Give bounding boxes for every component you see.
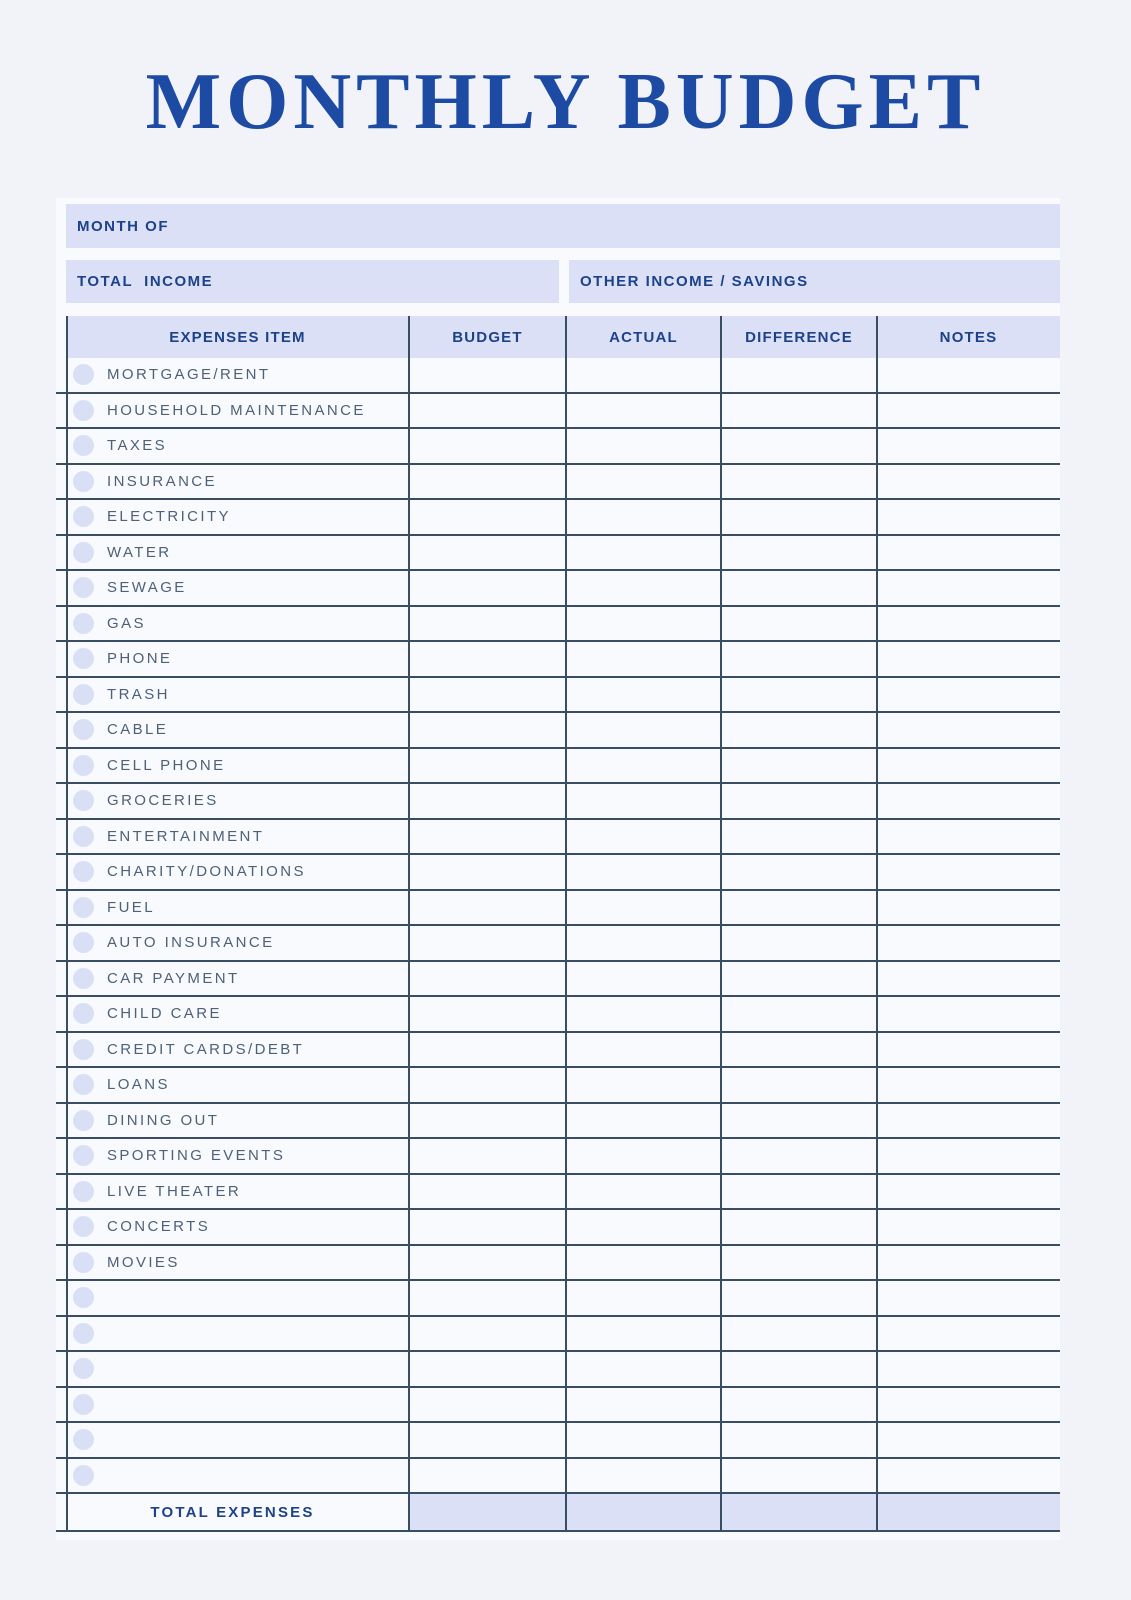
row-bullet-icon bbox=[73, 1429, 94, 1450]
row-bullet-icon bbox=[73, 648, 94, 669]
expense-item-label: MOVIES bbox=[107, 1253, 180, 1271]
expense-item-label: WATER bbox=[107, 543, 172, 561]
expense-row-empty bbox=[56, 1317, 1060, 1353]
row-bullet-icon bbox=[73, 471, 94, 492]
row-bullet-icon bbox=[73, 1003, 94, 1024]
expense-row bbox=[56, 855, 1060, 891]
expense-row bbox=[56, 571, 1060, 607]
row-bullet-icon bbox=[73, 897, 94, 918]
row-bullet-icon bbox=[73, 826, 94, 847]
row-bullet-icon bbox=[73, 1216, 94, 1237]
other-income-savings-field bbox=[569, 260, 1060, 303]
other-income-savings-label: OTHER INCOME / SAVINGS bbox=[580, 273, 809, 290]
month-of-label: MONTH OF bbox=[77, 217, 169, 235]
expense-item-label: LIVE THEATER bbox=[107, 1182, 242, 1200]
total-expenses-label: TOTAL EXPENSES bbox=[150, 1503, 315, 1521]
column-header-difference: DIFFERENCE bbox=[745, 328, 853, 346]
expense-row-empty bbox=[56, 1281, 1060, 1317]
row-bullet-icon bbox=[73, 1287, 94, 1308]
expense-row bbox=[56, 962, 1060, 998]
expense-row bbox=[56, 997, 1060, 1033]
expense-row bbox=[56, 500, 1060, 536]
column-divider-difference bbox=[720, 316, 722, 1532]
expense-item-label: CHILD CARE bbox=[107, 1005, 222, 1023]
expense-row bbox=[56, 1033, 1060, 1069]
total-actual-cell bbox=[566, 1494, 721, 1530]
expense-item-label: CELL PHONE bbox=[107, 756, 226, 774]
expense-row bbox=[56, 713, 1060, 749]
expense-row bbox=[56, 1246, 1060, 1282]
row-bullet-icon bbox=[73, 861, 94, 882]
expense-item-label: DINING OUT bbox=[107, 1111, 220, 1129]
row-bullet-icon bbox=[73, 1358, 94, 1379]
expense-item-label: GROCERIES bbox=[107, 792, 219, 810]
column-header-notes: NOTES bbox=[939, 328, 998, 346]
expense-row bbox=[56, 1068, 1060, 1104]
expenses-table-header bbox=[66, 316, 1060, 358]
column-header-budget: BUDGET bbox=[452, 328, 523, 346]
expense-item-label: CONCERTS bbox=[107, 1218, 211, 1236]
expense-item-label: CHARITY/DONATIONS bbox=[107, 863, 306, 881]
row-bullet-icon bbox=[73, 1110, 94, 1131]
expense-row bbox=[56, 394, 1060, 430]
table-left-border bbox=[66, 316, 68, 1532]
expense-row-empty bbox=[56, 1423, 1060, 1459]
row-bullet-icon bbox=[73, 790, 94, 811]
row-bullet-icon bbox=[73, 1145, 94, 1166]
expense-item-label: FUEL bbox=[107, 898, 155, 916]
row-bullet-icon bbox=[73, 613, 94, 634]
expense-item-label: MORTGAGE/RENT bbox=[107, 366, 271, 384]
row-bullet-icon bbox=[73, 1323, 94, 1344]
page-title: MONTHLY BUDGET bbox=[145, 58, 986, 146]
column-header-expenses-item: EXPENSES ITEM bbox=[169, 328, 306, 346]
total-budget-cell bbox=[409, 1494, 566, 1530]
row-bullet-icon bbox=[73, 932, 94, 953]
expense-item-label: TRASH bbox=[107, 685, 170, 703]
total-expenses-row bbox=[56, 1494, 1060, 1532]
expense-item-label: CREDIT CARDS/DEBT bbox=[107, 1040, 305, 1058]
expense-row bbox=[56, 1210, 1060, 1246]
row-bullet-icon bbox=[73, 684, 94, 705]
expense-item-label: INSURANCE bbox=[107, 472, 217, 490]
row-bullet-icon bbox=[73, 1465, 94, 1486]
row-bullet-icon bbox=[73, 542, 94, 563]
column-divider-budget bbox=[408, 316, 410, 1532]
row-bullet-icon bbox=[73, 755, 94, 776]
expense-item-label: ELECTRICITY bbox=[107, 508, 231, 526]
row-bullet-icon bbox=[73, 1039, 94, 1060]
row-bullet-icon bbox=[73, 1074, 94, 1095]
expense-item-label: LOANS bbox=[107, 1076, 170, 1094]
expense-item-label: ENTERTAINMENT bbox=[107, 827, 265, 845]
expense-row bbox=[56, 1104, 1060, 1140]
row-bullet-icon bbox=[73, 719, 94, 740]
expense-row bbox=[56, 607, 1060, 643]
expense-row bbox=[56, 784, 1060, 820]
row-bullet-icon bbox=[73, 1181, 94, 1202]
expense-row bbox=[56, 891, 1060, 927]
expense-row-empty bbox=[56, 1352, 1060, 1388]
expense-row bbox=[56, 820, 1060, 856]
expense-row-empty bbox=[56, 1388, 1060, 1424]
expense-row bbox=[56, 358, 1060, 394]
expense-row bbox=[56, 926, 1060, 962]
expense-item-label: CABLE bbox=[107, 721, 169, 739]
expense-row bbox=[56, 465, 1060, 501]
total-notes-cell bbox=[877, 1494, 1060, 1530]
row-bullet-icon bbox=[73, 1252, 94, 1273]
column-divider-actual bbox=[565, 316, 567, 1532]
expense-item-label: HOUSEHOLD MAINTENANCE bbox=[107, 401, 366, 419]
column-header-actual: ACTUAL bbox=[609, 328, 678, 346]
expense-row bbox=[56, 678, 1060, 714]
row-bullet-icon bbox=[73, 577, 94, 598]
expense-row bbox=[56, 1175, 1060, 1211]
expense-item-label: CAR PAYMENT bbox=[107, 969, 240, 987]
expenses-table-body bbox=[56, 358, 1060, 1494]
column-divider-notes bbox=[876, 316, 878, 1532]
expense-row bbox=[56, 1139, 1060, 1175]
row-bullet-icon bbox=[73, 968, 94, 989]
row-bullet-icon bbox=[73, 1394, 94, 1415]
row-bullet-icon bbox=[73, 364, 94, 385]
total-difference-cell bbox=[721, 1494, 877, 1530]
expense-row-empty bbox=[56, 1459, 1060, 1495]
total-income-field bbox=[66, 260, 559, 303]
expense-row bbox=[56, 536, 1060, 572]
expense-item-label: AUTO INSURANCE bbox=[107, 934, 275, 952]
month-of-field bbox=[66, 204, 1060, 248]
expense-row bbox=[56, 642, 1060, 678]
expense-item-label: GAS bbox=[107, 614, 146, 632]
row-bullet-icon bbox=[73, 506, 94, 527]
expenses-table bbox=[56, 316, 1060, 1532]
row-bullet-icon bbox=[73, 435, 94, 456]
expense-item-label: PHONE bbox=[107, 650, 173, 668]
total-income-label: TOTAL INCOME bbox=[77, 273, 214, 290]
expense-item-label: SPORTING EVENTS bbox=[107, 1147, 286, 1165]
row-bullet-icon bbox=[73, 400, 94, 421]
expense-item-label: TAXES bbox=[107, 437, 168, 455]
expense-row bbox=[56, 749, 1060, 785]
expense-row bbox=[56, 429, 1060, 465]
expense-item-label: SEWAGE bbox=[107, 579, 187, 597]
